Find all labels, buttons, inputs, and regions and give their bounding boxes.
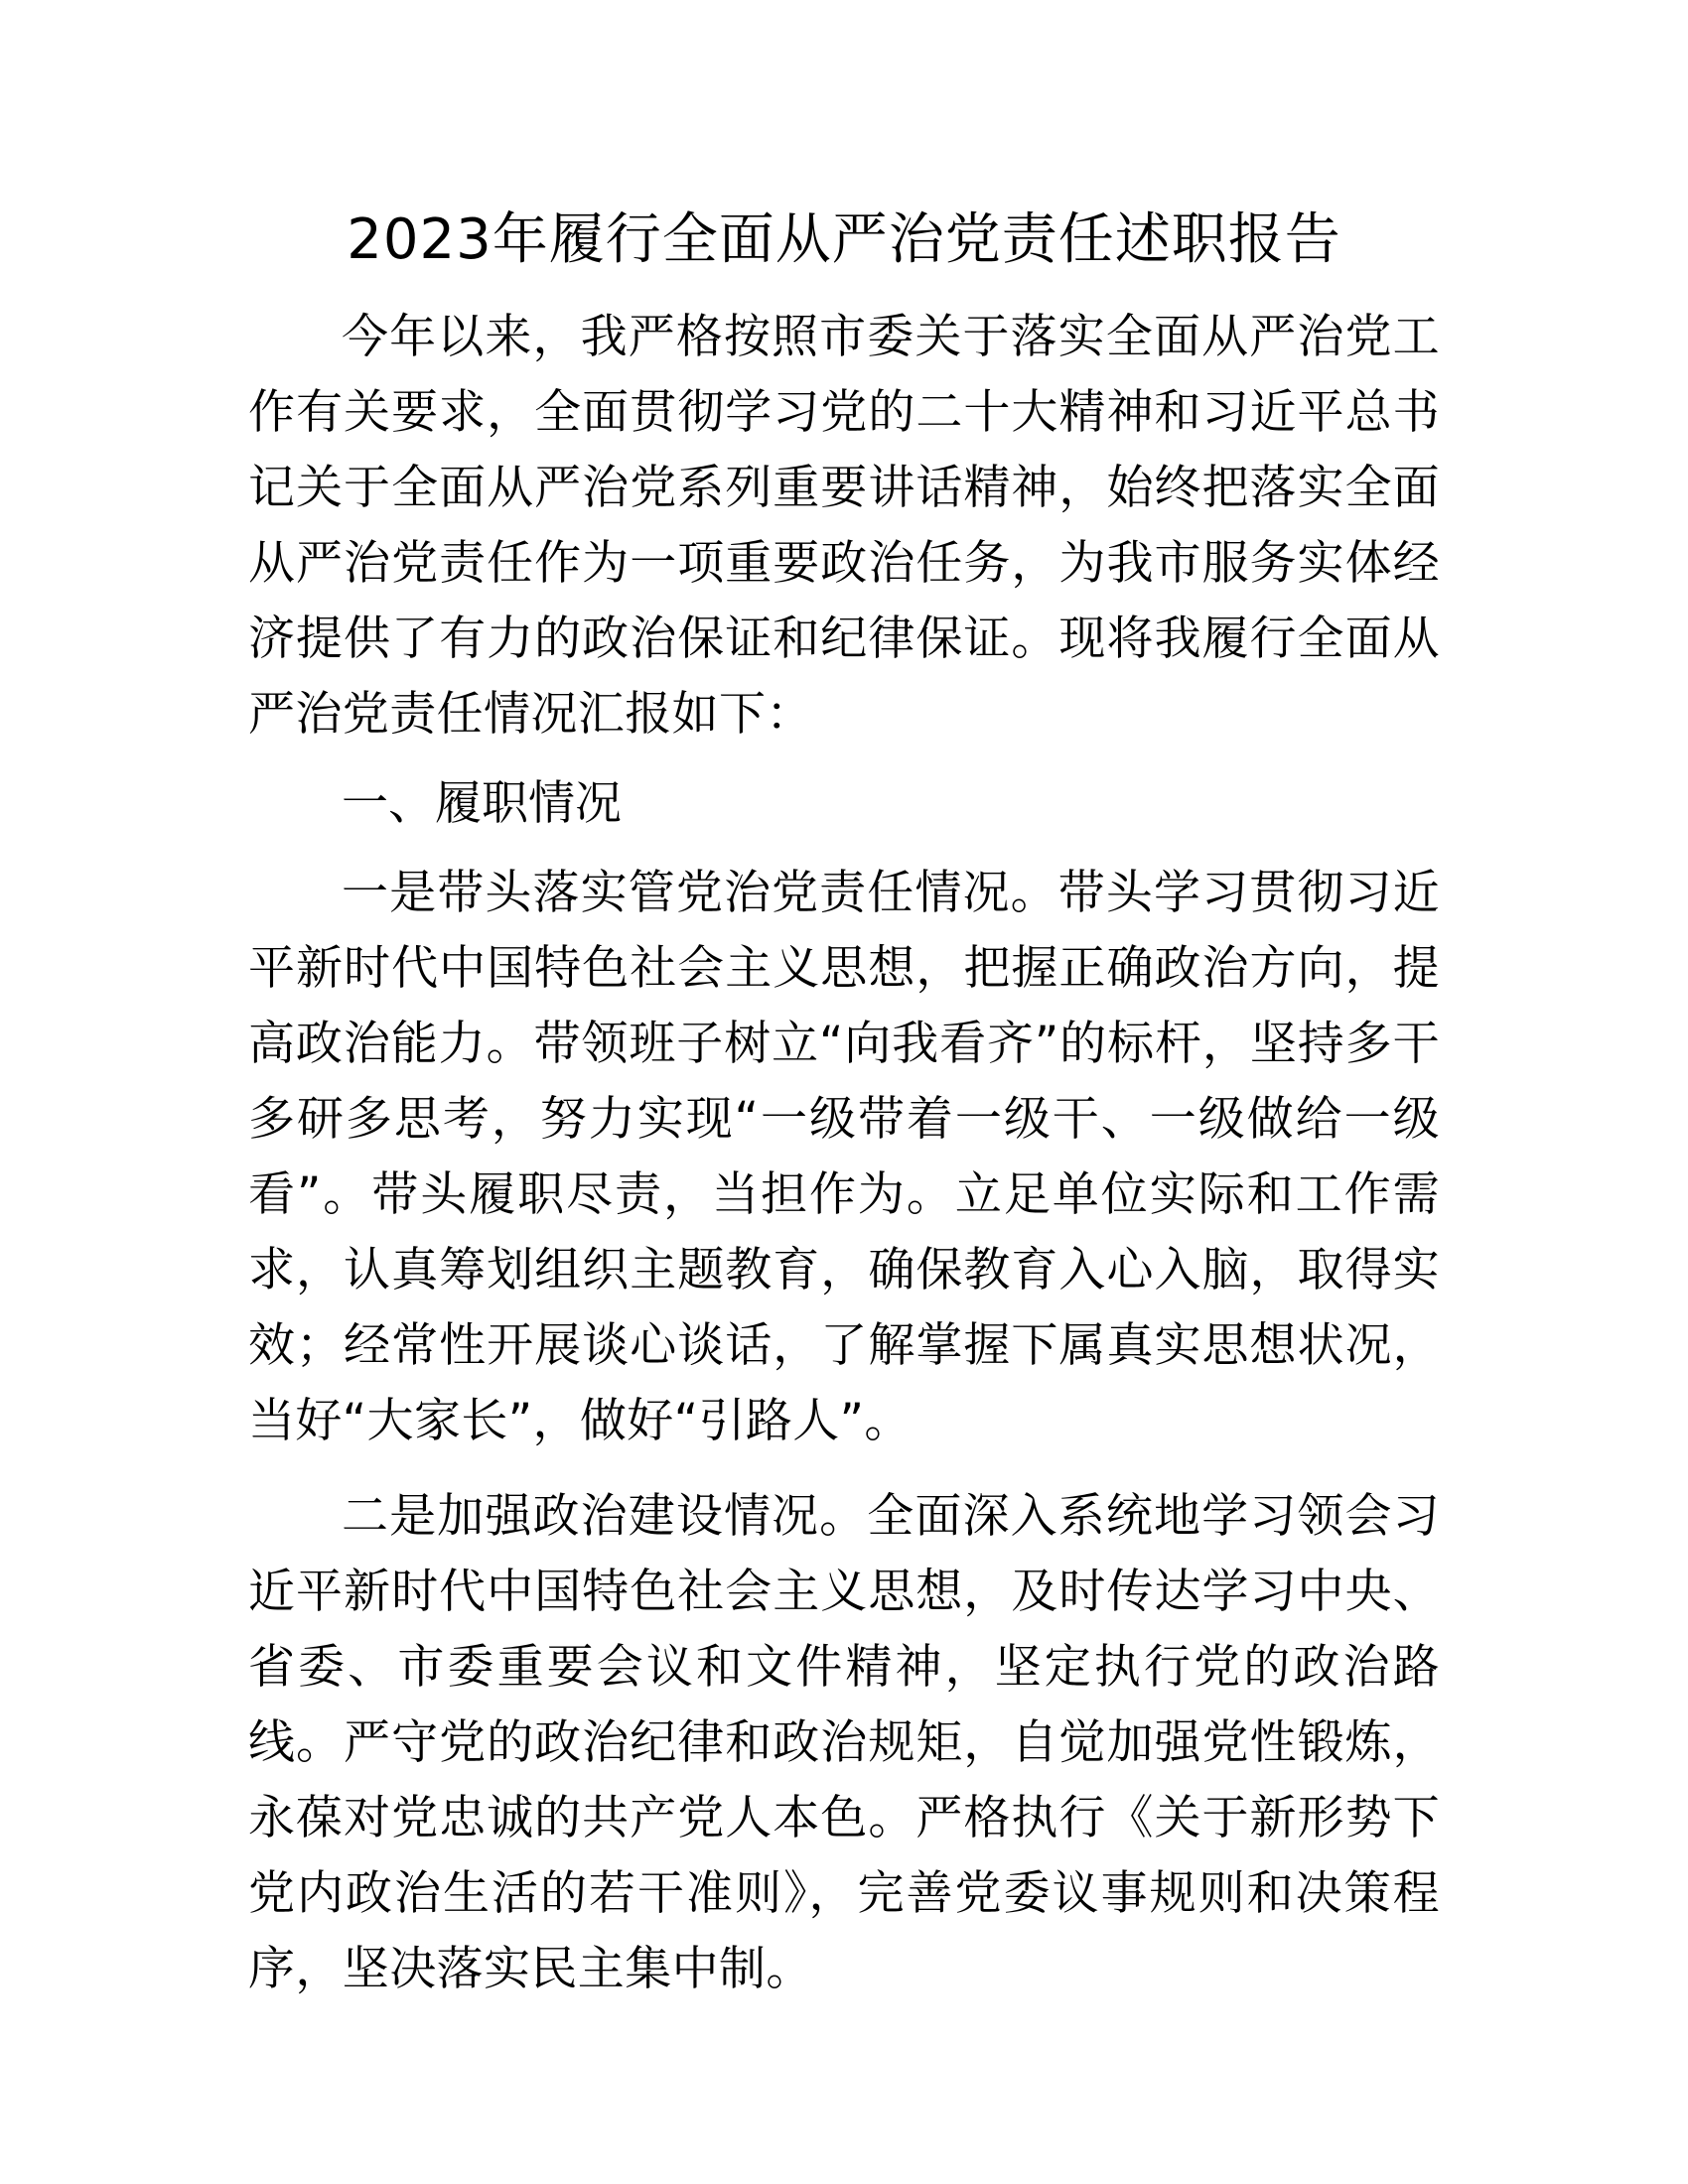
section-heading: 一、履职情况 <box>342 776 622 831</box>
document-title: 2023年履行全面从严治党责任述职报告 <box>347 207 1341 272</box>
paragraph-1: 一是带头落实管党治党责任情况。带头学习贯彻习近平新时代中国特色社会主义思想，把握正确政治方向，提高政治能力。带领班子树立“向我看齐”的标杆，坚持多干多研多思考，努力实现“一级带着一级干、一级做给一级看”。带头履职尽责，当担作为。立足单位实际和工作需求，认真筹划组织主题教育，确保教育入心入脑，取得实效；经常性开展谈心谈话，了解掌握下属真实思想状况，当好“大家长”，做好“引路人”。 <box>248 866 1440 1448</box>
document-body <box>248 300 1440 2007</box>
intro-paragraph: 今年以来，我严格按照市委关于落实全面从严治党工作有关要求，全面贯彻学习党的二十大精神和习近平总书记关于全面从严治党系列重要讲话精神，始终把落实全面从严治党责任作为一项重要政治任务，为我市服务实体经济提供了有力的政治保证和纪律保证。现将我履行全面从严治党责任情况汇报如下： <box>248 310 1440 742</box>
paragraph-2: 二是加强政治建设情况。全面深入系统地学习领会习近平新时代中国特色社会主义思想，及时传达学习中央、省委、市委重要会议和文件精神，坚定执行党的政治路线。严守党的政治纪律和政治规矩，自觉加强党性锻炼，永葆对党忠诚的共产党人本色。严格执行《关于新形势下党内政治生活的若干准则》，完善党委议事规则和决策程序，坚决落实民主集中制。 <box>248 1489 1440 1996</box>
